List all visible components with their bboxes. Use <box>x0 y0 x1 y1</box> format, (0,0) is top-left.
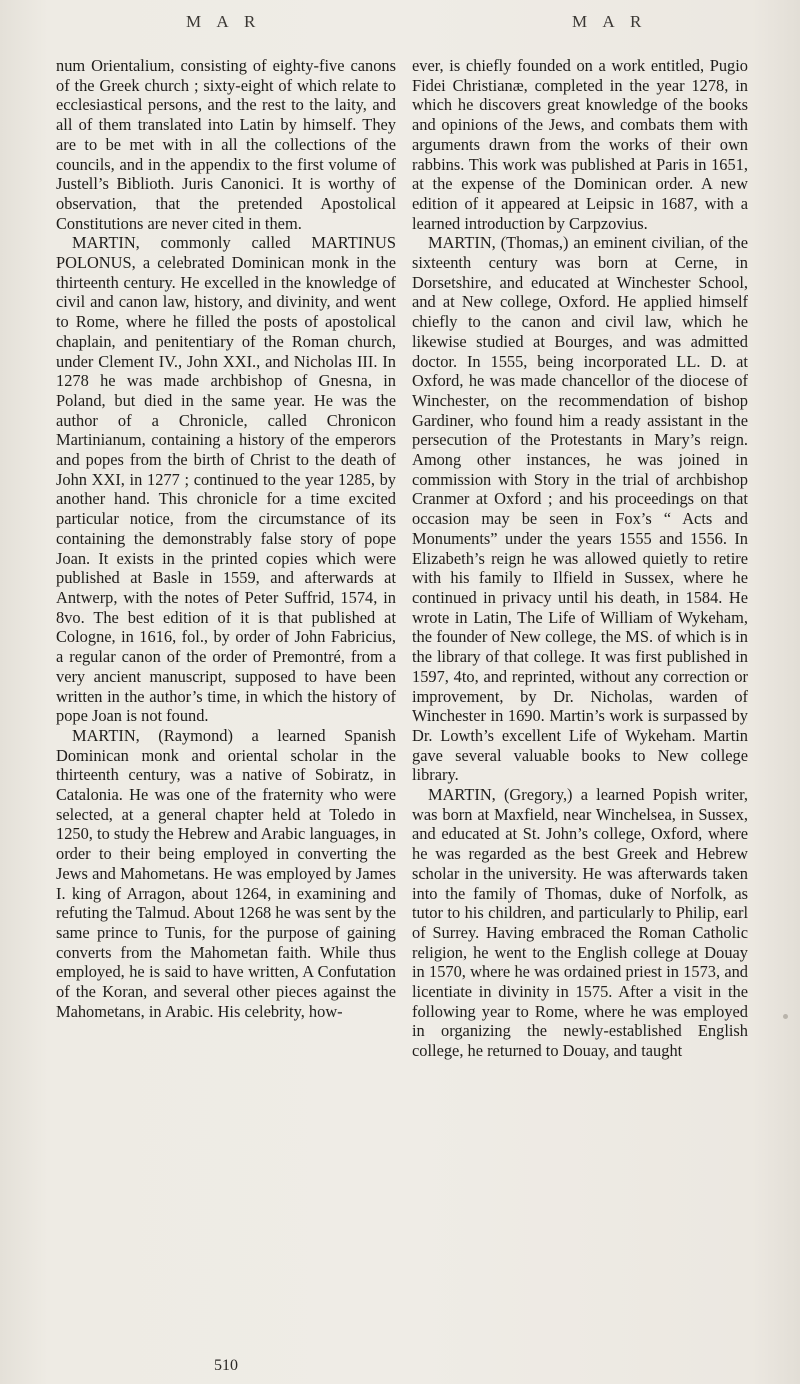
running-head-right: M A R <box>572 12 648 31</box>
entry-gregory-martin: MARTIN, (Gregory,) a learned Popish writer, was born at Maxfield, near Winchelsea, in Sussex, and educated at St. John’s college, Oxford, where he was regarded as the best Greek and Hebrew scholar in the university. He was afterwards taken into the family of Thomas, duke of Norfolk, as tutor to his children, and particularly to Philip, earl of Surrey. Having embraced the Roman Catholic religion, he went to the English college at Douay in 1570, where he was ordained priest in 1573, and licentiate in divinity in 1575. After a visit in the following year to Rome, where he was employed in organizing the newly-established English college, he returned to Douay, and taught <box>412 785 748 1061</box>
entry-raymond-martin: MARTIN, (Raymond) a learned Spanish Dominican monk and oriental scholar in the thirteenth century, was a native of Sobiratz, in Catalonia. He was one of the fraternity who were selected, at a general chapter held at Toledo in 1250, to study the Hebrew and Arabic languages, in order to their being employed in converting the Jews and Mahometans. He was employed by James I. king of Arragon, about 1264, in examining and refuting the Talmud. About 1268 he was sent by the same prince to Tunis, for the purpose of gaining converts from the Mahometan faith. While thus employed, he is said to have written, A Confutation of the Koran, and several other pieces against the Mahometans, in Arabic. His celebrity, how- <box>56 725 396 1021</box>
right-column <box>412 56 748 1061</box>
page-number: 510 <box>214 1357 238 1374</box>
entry-martinus-polonus: MARTIN, commonly called MARTINUS POLONUS, a celebrated Dominican monk in the thirteenth century. He excelled in the knowledge of civil and canon law, history, and divinity, and went to Rome, where he filled the posts of apostolical chaplain, and penitentiary of the Roman church, under Clement IV., John XXI., and Nicholas III. In 1278 he was made archbishop of Gnesna, in Poland, but died in the same year. He was the author of a Chronicle, called Chronicon Martinianum, containing a history of the emperors and popes from the birth of Christ to the death of John XXI, in 1277 ; continued to the year 1285, by another hand. This chronicle for a time excited particular notice, from the circumstance of its containing the demonstrably false story of pope Joan. It exists in the printed copies which were published at Basle in 1559, and afterwards at Antwerp, with the notes of Peter Suffrid, 1574, in 8vo. The best edition of it is that published at Cologne, in 1616, fol., by order of John Fabricius, a regular canon of the order of Premontré, from a very ancient manuscript, supposed to have been written in the author’s time, in which the history of pope Joan is not found. <box>56 233 396 726</box>
paper-speck <box>783 1014 788 1019</box>
paragraph-continuation: ever, is chiefly founded on a work entitled, Pugio Fidei Christianæ, completed in the year 1278, in which he discovers great knowledge of the books and opinions of the Jews, and combats them with arguments drawn from the works of their own rabbins. This work was published at Paris in 1651, at the expense of the Dominican order. A new edition of it appeared at Leipsic in 1687, with a learned introduction by Carpzovius. <box>412 56 748 233</box>
running-head-left: M A R <box>186 12 262 31</box>
paragraph-continuation: num Orientalium, consisting of eighty-five canons of the Greek church ; sixty-eight of which relate to ecclesiastical persons, and the rest to the laity, and all of them translated into Latin by himself. They are to be met with in all the collections of the councils, and in the appendix to the first volume of Justell’s Biblioth. Juris Canonici. It is worthy of observation, that the pretended Apostolical Constitutions are never cited in them. <box>56 56 396 233</box>
left-column <box>56 56 396 1021</box>
entry-thomas-martin: MARTIN, (Thomas,) an eminent civilian, of the sixteenth century was born at Cerne, in Dorsetshire, and educated at Winchester School, and at New college, Oxford. He applied himself chiefly to the canon and civil law, which he likewise studied at Bourges, and was admitted doctor. In 1555, being incorporated LL. D. at Oxford, he was made chancellor of the diocese of Winchester, on the recommendation of bishop Gardiner, who found him a ready assistant in the persecution of the Protestants in Mary’s reign. Among other instances, he was joined in commission with Story in the trial of archbishop Cranmer at Oxford ; and his proceedings on that occasion may be seen in Fox’s “ Acts and Monuments” under the years 1555 and 1556. In Elizabeth’s reign he was allowed quietly to retire with his family to Ilfield in Sussex, where he continued in privacy until his death, in 1584. He wrote in Latin, The Life of William of Wykeham, the founder of New college, the MS. of which is in the library of that college. It was first published in 1597, 4to, and reprinted, without any correction or improvement, by Dr. Nicholas, warden of Winchester in 1690. Martin’s work is surpassed by Dr. Lowth’s excellent Life of Wykeham. Martin gave several valuable books to New college library. <box>412 233 748 785</box>
